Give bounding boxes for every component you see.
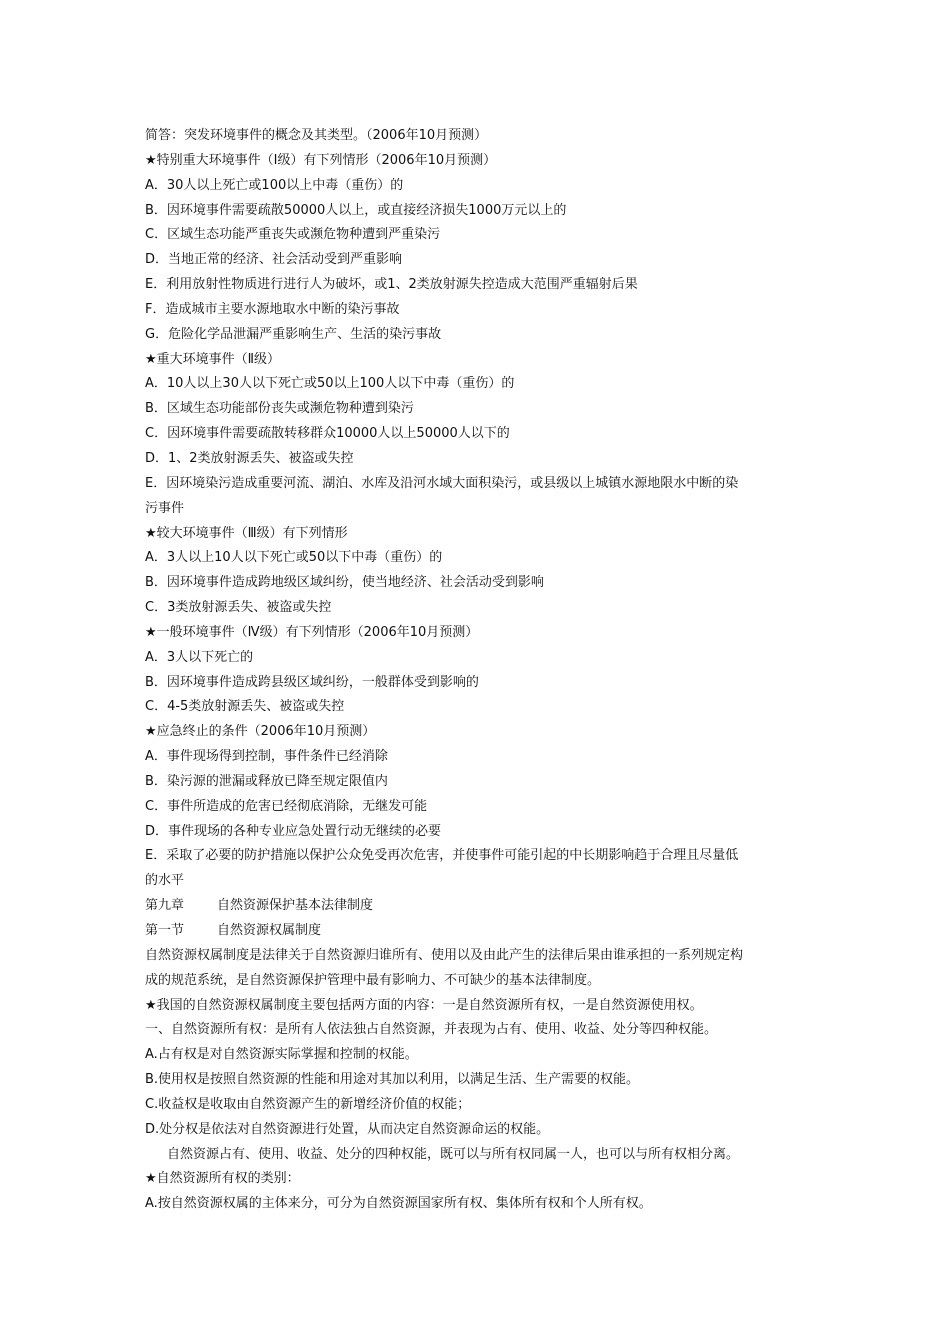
text-line: F．造成城市主要水源地取水中断的染污事故 [145,301,400,317]
text-line: D．事件现场的各种专业应急处置行动无继续的必要 [145,823,442,839]
text-line: ★重大环境事件（Ⅱ级） [145,351,281,367]
text-line: B．因环境事件需要疏散50000人以上，或直接经济损失1000万元以上的 [145,202,567,218]
text-line: 一、自然资源所有权：是所有人依法独占自然资源，并表现为占有、使用、收益、处分等四种权能。 [145,1022,718,1038]
text-line: C．因环境事件需要疏散转移群众10000人以上50000人以下的 [145,426,510,442]
text-line: E．因环境染污造成重要河流、湖泊、水库及沿河水域大面积染污，或县级以上城镇水源地限水中断的染 [145,475,739,491]
section-heading [145,919,813,944]
text-line: C．区域生态功能严重丧失或濒危物种遭到严重染污 [145,227,441,243]
text-line: D.处分权是依法对自然资源进行处置，从而决定自然资源命运的权能。 [145,1121,550,1137]
text-line: ★我国的自然资源权属制度主要包括两方面的内容：一是自然资源所有权，一是自然资源使用权。 [145,997,703,1013]
chapter-heading [145,894,813,919]
text-line: C．事件所造成的危害已经彻底消除，无继发可能 [145,798,428,814]
text-line: D．1、2类放射源丢失、被盗或失控 [145,450,354,466]
text-line: C．4-5类放射源丢失、被盗或失控 [145,699,345,715]
text-line: 自然资源权属制度是法律关于自然资源归谁所有、使用以及由此产生的法律后果由谁承担的一系列规定构 [145,947,744,963]
text-line: A．3人以下死亡的 [145,649,254,665]
text-line: A.按自然资源权属的主体来分，可分为自然资源国家所有权、集体所有权和个人所有权。 [145,1196,652,1212]
text-line: A．事件现场得到控制，事件条件已经消除 [145,749,388,765]
text-line: 污事件 [145,500,185,516]
text-line: 简答：突发环境事件的概念及其类型。（2006年10月预测） [145,128,488,143]
text-line: A．30人以上死亡或100以上中毒（重伤）的 [145,177,404,193]
text-line: E．采取了必要的防护措施以保护公众免受再次危害，并使事件可能引起的中长期影响趋于合理且尽量低 [145,848,739,864]
text-line: G．危险化学品泄漏严重影响生产、生活的染污事故 [145,326,442,342]
text-line: B．区域生态功能部份丧失或濒危物种遭到染污 [145,401,414,417]
document-body [145,124,813,1217]
text-line: B．因环境事件造成跨县级区域纠纷，一般群体受到影响的 [145,674,479,690]
text-line: ★较大环境事件（Ⅲ级）有下列情形 [145,525,348,541]
text-line: B．因环境事件造成跨地级区域纠纷，使当地经济、社会活动受到影响 [145,575,544,591]
text-line: E．利用放射性物质进行进行人为破坏，或1、2类放射源失控造成大范围严重辐射后果 [145,277,638,293]
text-line: B．染污源的泄漏或释放已降至规定限值内 [145,773,388,789]
property-rights-block [145,944,813,1143]
text-line: 的水平 [145,873,185,889]
text-line: ★应急终止的条件（2006年10月预测） [145,724,376,740]
text-line: A．10人以上30人以下死亡或50以上100人以下中毒（重伤）的 [145,376,515,392]
section-title: 自然资源权属制度 [217,923,322,938]
text-line: D．当地正常的经济、社会活动受到严重影响 [145,252,403,268]
text-line: ★自然资源所有权的类别： [145,1171,300,1187]
text-line: A．3人以上10人以下死亡或50以下中毒（重伤）的 [145,550,443,566]
text-line: ★特别重大环境事件（Ⅰ级）有下列情形（2006年10月预测） [145,152,497,168]
indented-paragraph: 自然资源占有、使用、收益、处分的四种权能，既可以与所有权同属一人，也可以与所有权相分离。 [167,1146,740,1162]
section-label: 第一节 [145,923,185,938]
chapter-label: 第九章 [145,898,185,914]
text-line: ★一般环境事件（Ⅳ级）有下列情形（2006年10月预测） [145,624,479,640]
chapter-title: 自然资源保护基本法律制度 [217,898,374,914]
text-line: A.占有权是对自然资源实际掌握和控制的权能。 [145,1047,418,1063]
text-line: B.使用权是按照自然资源的性能和用途对其加以利用，以满足生活、生产需要的权能。 [145,1072,640,1088]
ownership-types-block [145,1167,813,1217]
text-line: C.收益权是收取由自然资源产生的新增经济价值的权能； [145,1096,471,1112]
text-line: C．3类放射源丢失、被盗或失控 [145,600,332,616]
emergency-events-block [145,124,813,894]
text-line: 成的规范系统，是自然资源保护管理中最有影响力、不可缺少的基本法律制度。 [145,972,601,988]
